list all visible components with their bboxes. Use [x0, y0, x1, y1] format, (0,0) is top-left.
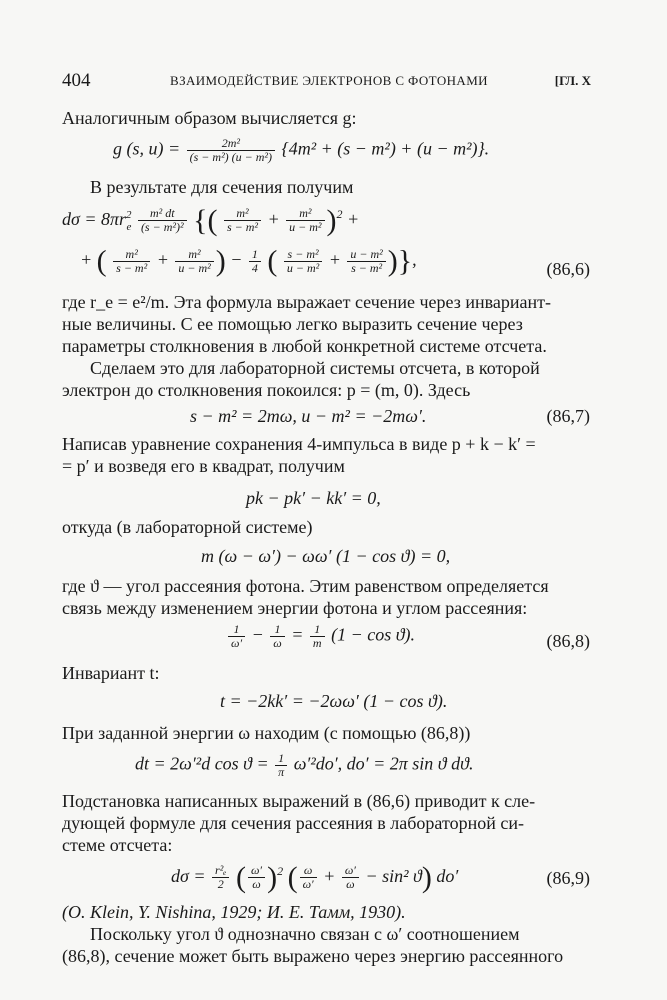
- paragraph-line: (86,8), сечение может быть выражено через энергию рассеянного: [62, 946, 564, 966]
- paragraph-line: Написав уравнение сохранения 4-импульса в виде p + k − k′ =: [62, 434, 536, 454]
- equation-number: (86,8): [546, 631, 590, 651]
- eq-dt-part: ω′²do′, do′ = 2π sin ϑ dϑ.: [293, 753, 474, 774]
- fraction-numerator: m²: [175, 248, 213, 262]
- citation-line: (O. Klein, Y. Nishina, 1929; И. Е. Тамм, 1930).: [62, 902, 406, 922]
- paragraph-line: = p′ и возведя его в квадрат, получим: [62, 456, 345, 476]
- fraction-denominator: s − m²: [351, 261, 383, 275]
- fraction-numerator: m²: [286, 207, 324, 221]
- fraction-numerator: ω′: [248, 864, 265, 878]
- fraction-numerator: s − m²: [284, 248, 322, 262]
- fraction-numerator: 1: [270, 623, 284, 637]
- fraction: [228, 623, 245, 650]
- eq-dt-part: dt = 2ω′²d cos ϑ =: [135, 753, 269, 774]
- fraction-numerator: 1: [275, 752, 287, 766]
- fraction: [113, 248, 150, 275]
- page-header: [62, 70, 591, 92]
- fraction-denominator: ω′: [302, 877, 314, 892]
- fraction-denominator: (s − m²)²: [140, 220, 184, 235]
- fraction: [187, 137, 275, 164]
- equation-number: (86,9): [546, 868, 590, 888]
- fraction-denominator: u − m²: [178, 261, 211, 275]
- paragraph-line: электрон до столкновения покоился: p = (m, 0). Здесь: [62, 380, 471, 400]
- paragraph-line: При заданной энергии ω находим (с помощью (86,8)): [62, 723, 471, 743]
- paragraph-line: ные величины. С ее помощью легко выразить сечение через: [62, 314, 523, 334]
- fraction-numerator: 2m²: [187, 137, 275, 151]
- eq-g-rhs: {4m² + (s − m²) + (u − m²)}.: [281, 138, 490, 159]
- equation-number: (86,6): [546, 259, 590, 279]
- equation-86-6-line1: $d\sigma = 8\pi r^2_e$ $\frac{\text{m² dt}}{\text{(s − m²)²}}$ {( $\frac{\text{m²}}{\text{s − m²}}$ + $\frac{\text{m²}}{\text{u − m²}}$ )$^2$ +: [62, 203, 360, 237]
- equation-m: m (ω − ω′) − ωω′ (1 − cos ϑ) = 0,: [201, 546, 451, 566]
- paragraph-line: Подстановка написанных выражений в (86,6) приводит к сле-: [62, 791, 536, 811]
- equation-dt: [135, 752, 473, 779]
- paragraph-line: В результате для сечения получим: [90, 177, 354, 197]
- equation-g: [113, 137, 489, 164]
- eq-g-lhs: g (s, u) =: [113, 138, 181, 159]
- fraction-denominator: u − m²: [286, 261, 320, 275]
- equation-86-7: s − m² = 2mω, u − m² = −2mω′.: [190, 406, 427, 426]
- eq9-tail: − sin² ϑ: [365, 866, 422, 886]
- fraction-denominator: s − m²: [116, 261, 148, 275]
- running-title: ВЗАИМОДЕЙСТВИЕ ЭЛЕКТРОНОВ С ФОТОНАМИ: [170, 73, 488, 88]
- fraction: [310, 623, 325, 650]
- fraction-denominator: (s − m²) (u − m²): [189, 150, 273, 164]
- paragraph-line: откуда (в лабораторной системе): [62, 517, 313, 537]
- fraction: [224, 207, 261, 234]
- equation-pk: pk − pk′ − kk′ = 0,: [246, 488, 381, 508]
- chapter-marker: [ГЛ. Х: [554, 73, 591, 88]
- fraction-denominator: ω′: [231, 636, 243, 650]
- fraction-numerator: r²ₑ: [212, 864, 229, 878]
- eq6-superscript: 2: [126, 209, 132, 221]
- fraction: [138, 207, 187, 234]
- fraction: [347, 248, 385, 275]
- paragraph-line: дующей формуле для сечения рассеяния в лабораторной си-: [62, 813, 524, 833]
- fraction-numerator: ω: [300, 864, 317, 878]
- fraction-denominator: 2: [217, 877, 224, 892]
- fraction-denominator: m: [312, 636, 322, 650]
- fraction: [342, 864, 359, 891]
- fraction-denominator: ω: [346, 877, 355, 892]
- fraction-numerator: 1: [310, 623, 325, 637]
- fraction-denominator: 4: [251, 261, 258, 275]
- fraction: [300, 864, 317, 891]
- fraction-denominator: u − m²: [289, 220, 322, 235]
- fraction: [284, 248, 322, 275]
- fraction-denominator: ω: [273, 636, 282, 650]
- fraction: [248, 864, 265, 891]
- fraction-numerator: ω′: [342, 864, 359, 878]
- fraction: [175, 248, 213, 275]
- fraction-numerator: u − m²: [347, 248, 385, 262]
- fraction-denominator: π: [278, 765, 285, 779]
- paragraph-line: где ϑ — угол рассеяния фотона. Этим равенством определяется: [62, 576, 549, 596]
- fraction-numerator: m²: [113, 248, 150, 262]
- fraction-denominator: s − m²: [226, 220, 258, 235]
- eq6-prefix: dσ = 8πr: [62, 209, 127, 229]
- eq8-tail: (1 − cos ϑ).: [331, 624, 416, 645]
- eq6-subscript: e: [126, 220, 132, 233]
- paragraph-line: Поскольку угол ϑ однозначно связан с ω′ соотношением: [90, 924, 520, 944]
- eq9-do: do′: [436, 866, 459, 886]
- equation-86-8: $\frac{1}{\omega'}$ − $\frac{1}{\omega}$ = $\frac{1}{m}$ (1 − cos ϑ).: [226, 623, 415, 650]
- fraction: [249, 248, 261, 275]
- fraction-numerator: 1: [228, 623, 245, 637]
- equation-t: t = −2kk′ = −2ωω′ (1 − cos ϑ).: [220, 691, 448, 711]
- paragraph-line: Инвариант t:: [62, 663, 160, 683]
- fraction-numerator: 1: [249, 248, 261, 262]
- paragraph-line: где r_e = e²/m. Эта формула выражает сечение через инвариант-: [62, 292, 551, 312]
- equation-86-6-line2: + ( $\frac{\text{m²}}{\text{s − m²}}$ + $\frac{\text{m²}}{\text{u − m²}}$ ) − $\frac{1}{4}$ ( $\frac{\text{s − m²}}{\text{u − m²}}$ + $\frac{\text{u − m²}}{\text{s − m²}}$ )},: [80, 244, 417, 278]
- fraction: [286, 207, 324, 234]
- fraction: [270, 623, 284, 650]
- paragraph-line: параметры столкновения в любой конкретной системе отсчета.: [62, 336, 547, 356]
- paragraph-line: Сделаем это для лабораторной системы отсчета, в которой: [90, 358, 540, 378]
- fraction-numerator: m²: [224, 207, 261, 221]
- fraction: [212, 864, 229, 891]
- paragraph-line: связь между изменением энергии фотона и углом рассеяния:: [62, 598, 528, 618]
- eq9-lhs: dσ =: [171, 866, 206, 886]
- equation-number: (86,7): [546, 406, 590, 426]
- paragraph-line: стеме отсчета:: [62, 835, 173, 855]
- fraction-denominator: ω: [252, 877, 261, 892]
- equation-86-9: dσ = $\frac{\text{r²ₑ}}{2}$ ( $\frac{\omega'}{\omega}$ )$^2$ ( $\frac{\omega}{\omega'}$ + $\frac{\omega'}{\omega}$ − sin² ϑ) do′: [171, 860, 459, 894]
- paragraph-line: Аналогичным образом вычисляется g:: [62, 108, 357, 128]
- fraction: [275, 752, 287, 779]
- page-number: 404: [62, 70, 91, 91]
- fraction-numerator: m² dt: [138, 207, 187, 221]
